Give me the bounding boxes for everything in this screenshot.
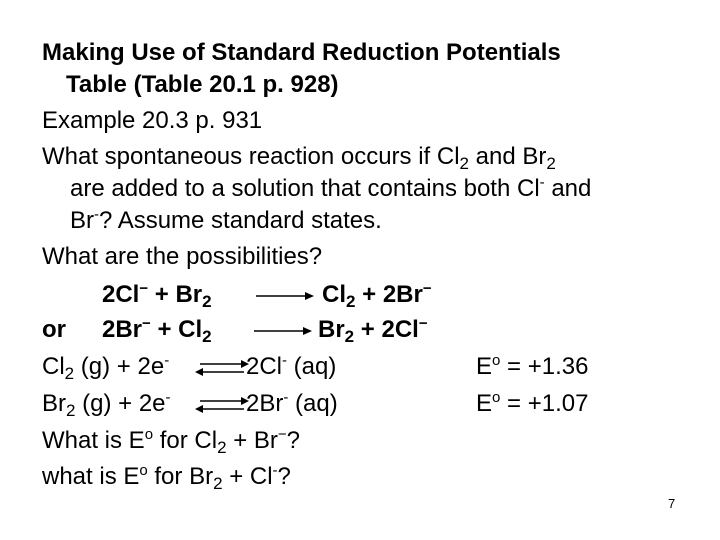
- reaction-1-products: $Cl_2 + 2Br^-$: [322, 280, 432, 311]
- reaction-1-arrow-icon: [254, 286, 316, 306]
- question-line-2: are added to a solution that contains both Cl- and: [70, 174, 592, 202]
- question-line-1: What spontaneous reaction occurs if $Cl_2$ and $Br_2$: [42, 143, 556, 173]
- possibilities-heading: What are the possibilities?: [42, 243, 323, 270]
- question-eo-br2-cl: what is $E^o$ for $Br_2 + Cl^-$?: [42, 462, 291, 493]
- reaction-2-arrow-icon: [252, 321, 314, 341]
- half-reaction-2-potential: $E^o = +1.07$: [476, 389, 589, 417]
- half-reaction-2-right: 2Br- (aq): [246, 389, 338, 417]
- question-eo-cl2-br: What is $E^o$ for $Cl_2 + Br^-$?: [42, 426, 301, 457]
- reaction-2-reactants: $2Br^- + Cl_2$: [102, 315, 212, 346]
- equilibrium-arrow-2-icon: [194, 393, 250, 417]
- slide-title-line-1: Making Use of Standard Reduction Potentials: [42, 39, 561, 66]
- half-reaction-2-left: $Br_2$ (g) + 2e-: [42, 389, 171, 420]
- equilibrium-arrow-1-icon: [194, 356, 250, 380]
- page-number: 7: [668, 496, 676, 511]
- reaction-1-reactants: $2Cl^- + Br_2$: [102, 280, 212, 311]
- reaction-2-or-label: or: [42, 316, 66, 343]
- example-reference: Example 20.3 p. 931: [42, 107, 263, 134]
- slide-title-line-2: Table (Table 20.1 p. 928): [66, 71, 339, 98]
- half-reaction-1-potential: $E^o = +1.36$: [476, 352, 589, 380]
- half-reaction-1-right: 2Cl- (aq): [246, 352, 337, 380]
- reaction-2-products: $Br_2 + 2Cl^-$: [318, 315, 428, 346]
- half-reaction-1-left: $Cl_2$ (g) + 2e-: [42, 352, 170, 383]
- question-line-3: Br-? Assume standard states.: [70, 206, 382, 234]
